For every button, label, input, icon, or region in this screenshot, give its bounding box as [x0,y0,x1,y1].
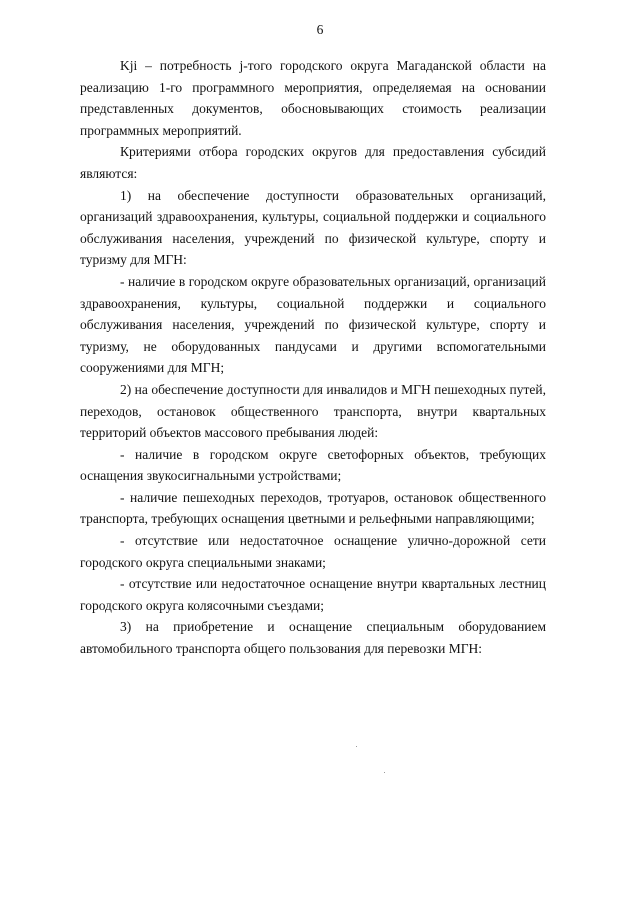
criterion-1-paragraph: 1) на обеспечение доступности образовательных организаций, организаций здравоохранения, культуры, социальной поддержки и социального обслуживания населения, учреждений по физической культуре, спорту и туризму для МГН: [80,187,546,268]
criterion-2-paragraph: 2) на обеспечение доступности для инвалидов и МГН пешеходных путей, переходов, остановок общественного транспорта, внутри квартальных территорий объектов массового пребывания людей: [80,381,546,441]
criterion-2-item-traffic-lights: - наличие в городском округе светофорных объектов, требующих оснащения звукосигнальными устройствами; [80,446,546,484]
criterion-3-paragraph: 3) на приобретение и оснащение специальным оборудованием автомобильного транспорта общего пользования для перевозки МГН: [80,619,546,657]
document-body [80,55,546,660]
page-number: 6 [316,22,324,37]
criterion-1-item-paragraph: - наличие в городском округе образовательных организаций, организаций здравоохранения, культуры, социальной поддержки и социального обслуживания населения, учреждений по физической культуре, спорту и туризму, не оборудованных пандусами и другими вспомогательными сооружениями для МГН; [80,273,546,376]
criterion-2-item-road-signs: - отсутствие или недостаточное оснащение улично-дорожной сети городского округа специальными знаками; [80,533,546,570]
kji-definition-paragraph: Kji – потребность j-того городского округа Магаданской области на реализацию 1-го программного мероприятия, определяемая на основании представленных документов, обосновывающих стоимость реализации программных мероприятий. [80,58,546,138]
selection-criteria-paragraph: Критериями отбора городских округов для предоставления субсидий являются: [80,144,546,181]
criterion-2-item-crossings: - наличие пешеходных переходов, тротуаров, остановок общественного транспорта, требующих оснащения цветными и рельефными направляющими; [80,489,546,527]
scan-speck [384,772,385,773]
criterion-2-item-stair-ramps: - отсутствие или недостаточное оснащение внутри квартальных лестниц городского округа колясочными съездами; [80,576,546,613]
scan-speck [356,746,357,747]
